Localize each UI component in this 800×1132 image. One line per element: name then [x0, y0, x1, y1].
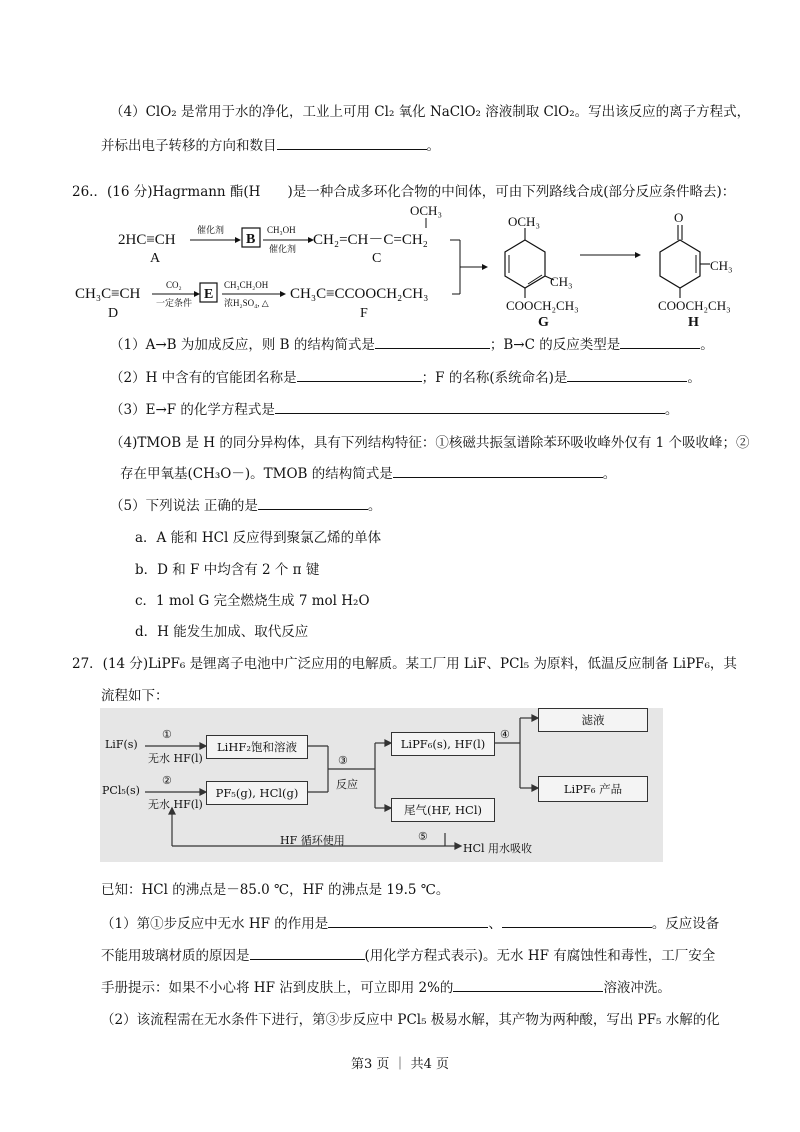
- q27-known: 已知：HCl 的沸点是－85.0 ℃，HF 的沸点是 19.5 ℃。: [101, 882, 450, 898]
- h-ester: COOCH₂CH₃: [658, 298, 731, 313]
- compound-g-structure: [505, 228, 554, 298]
- box-lipf6-hf: [391, 732, 495, 756]
- answer-blank[interactable]: [258, 495, 368, 510]
- label-g: G: [538, 315, 549, 330]
- q25-4-end: 。: [426, 138, 440, 154]
- arrowhead: [280, 291, 286, 297]
- answer-blank[interactable]: [375, 334, 490, 349]
- synthesis-scheme: [70, 200, 770, 330]
- q26-5-end: 。: [367, 498, 382, 514]
- cond-b-c-bot: 催化剂: [269, 244, 297, 254]
- label-c: C: [372, 251, 382, 266]
- answer-blank[interactable]: [453, 977, 603, 992]
- q26-2: [110, 366, 701, 386]
- cond-a-b: 催化剂: [197, 225, 225, 235]
- input-lif: LiF(s): [105, 738, 138, 751]
- box-product-label: LiPF₆ 产品: [563, 782, 623, 796]
- hcl-absorb-label: HCl 用水吸收: [463, 842, 533, 855]
- q26-2-text: （2）H 中含有的官能团名称是: [110, 370, 297, 386]
- cond-d-e-top: CO₂: [166, 280, 182, 290]
- reagent-hf-1: 无水 HF(l): [148, 752, 203, 765]
- q26-2-end: 。: [687, 370, 701, 386]
- g-methoxy: OCH₃: [508, 214, 540, 229]
- q26-3-text: （3）E→F 的化学方程式是: [110, 402, 275, 418]
- q26-1: [110, 333, 714, 353]
- q26-5: [110, 494, 381, 514]
- compound-b: B: [246, 232, 256, 247]
- cond-b-c-top: CH₃OH: [267, 225, 296, 235]
- answer-blank[interactable]: [393, 463, 603, 478]
- q26-1-text-b: ；B→C 的反应类型是: [489, 337, 621, 353]
- cond-e-f-top: CH₃CH₂OH: [224, 280, 269, 290]
- q26-option-b: b．D 和 F 中均含有 2 个 π 键: [135, 562, 320, 578]
- answer-blank[interactable]: [250, 945, 365, 960]
- q25-4-line1: （4）ClO₂ 是常用于水的净化，工业上可用 Cl₂ 氧化 NaClO₂ 溶液制取 ClO₂。写出该反应的离子方程式，: [110, 104, 751, 120]
- q27-heading-line1: 27．(14 分)LiPF₆ 是锂离子电池中广泛应用的电解质。某工厂用 LiF、PCl₅ 为原料，低温反应制备 LiPF₆，其: [72, 656, 737, 672]
- q26-4-line2: [120, 462, 616, 482]
- q27-heading-line2: 流程如下：: [101, 688, 169, 704]
- label-f: F: [360, 306, 368, 321]
- compound-h-structure: [660, 225, 710, 298]
- q26-heading: 26.．(16 分)Hagrmann 酯(H )是一种合成多环化合物的中间体，可由下列路线合成(部分反应条件略去)：: [72, 184, 736, 200]
- answer-blank[interactable]: [567, 367, 687, 382]
- cond-e-f-bot: 浓H₂SO₄, △: [224, 298, 269, 308]
- box-product: [538, 776, 648, 802]
- q27-1-line3-text-b: 溶液冲洗。: [603, 980, 671, 996]
- cond-d-e-bot: 一定条件: [156, 298, 193, 308]
- answer-blank[interactable]: [328, 913, 488, 928]
- box-pf5-hcl: [206, 781, 308, 805]
- answer-blank[interactable]: [502, 913, 652, 928]
- step-5: ⑤: [418, 830, 428, 843]
- reagent-hf-2: 无水 HF(l): [148, 798, 203, 811]
- q26-4-end: 。: [602, 466, 617, 482]
- q26-3-end: 。: [664, 402, 679, 418]
- answer-blank[interactable]: [620, 334, 700, 349]
- q26-1-text: （1）A→B 为加成反应，则 B 的结构简式是: [110, 337, 375, 353]
- answer-blank[interactable]: [297, 367, 422, 382]
- q26-5-text: （5）下列说法 正确的是: [110, 498, 258, 514]
- answer-blank[interactable]: [277, 135, 427, 150]
- g-ester: COOCH₂CH₃: [506, 298, 579, 313]
- arrowhead: [194, 291, 200, 297]
- q26-1-end: 。: [700, 337, 714, 353]
- q27-1-line1: [101, 912, 719, 932]
- g-methyl: CH₃: [550, 274, 573, 289]
- q27-2-line1: （2）该流程需在无水条件下进行，第③步反应中 PCl₅ 极易水解，其产物为两种酸，写出 PF₅ 水解的化: [101, 1012, 720, 1028]
- hf-recycle-label: HF 循环使用: [280, 834, 345, 847]
- answer-blank[interactable]: [275, 399, 665, 414]
- label-a: A: [150, 251, 161, 266]
- box-tail-gas-label: 尾气(HF, HCl): [403, 803, 482, 817]
- step-2: ②: [162, 774, 172, 787]
- q27-1-sep: 、: [488, 916, 502, 932]
- q26-option-d: d．H 能发生加成、取代反应: [135, 624, 309, 640]
- label-h: H: [688, 315, 699, 330]
- q26-2-text-b: ；F 的名称(系统命名)是: [421, 370, 568, 386]
- q27-1-line2: [101, 944, 715, 964]
- reaction-label: 反应: [336, 778, 358, 791]
- q27-1-line2-text: 不能用玻璃材质的原因是: [101, 948, 250, 964]
- box-tail-gas: [391, 798, 495, 822]
- q25-4-line2-text: 并标出电子转移的方向和数目: [101, 138, 277, 154]
- q27-1-text: （1）第①步反应中无水 HF 的作用是: [101, 916, 329, 932]
- step-3: ③: [338, 754, 348, 767]
- q27-1-text-b: 。反应设备: [651, 916, 720, 932]
- q26-option-c: c．1 mol G 完全燃烧生成 7 mol H₂O: [135, 593, 370, 609]
- q26-option-a: a．A 能和 HCl 反应得到聚氯乙烯的单体: [135, 530, 382, 546]
- box-filtrate: [538, 708, 648, 732]
- arrowhead: [635, 252, 641, 258]
- box-filtrate-label: 滤液: [581, 713, 605, 727]
- box-lihf2-label: LiHF₂饱和溶液: [217, 740, 297, 754]
- q27-1-line3-text: 手册提示：如果不小心将 HF 沾到皮肤上，可立即用 2%的: [101, 980, 454, 996]
- box-lipf6-hf-label: LiPF₆(s), HF(l): [400, 737, 486, 751]
- step-4: ④: [500, 728, 510, 741]
- q26-4-line1: （4)TMOB 是 H 的同分异构体，具有下列结构特征：①核磁共振氢谱除苯环吸收峰外仅有 1 个吸收峰；②: [110, 435, 750, 451]
- q27-1-line2-text-b: (用化学方程式表示)。无水 HF 有腐蚀性和毒性，工厂安全: [364, 948, 716, 964]
- step-1: ①: [162, 728, 172, 741]
- arrowhead: [482, 264, 488, 270]
- q26-3: [110, 398, 678, 418]
- compound-f: CH₃C≡CCOOCH₂CH₃: [290, 286, 429, 302]
- q27-1-line3: [101, 976, 671, 996]
- h-methyl: CH₃: [710, 258, 733, 273]
- input-pcl5: PCl₅(s): [102, 784, 140, 797]
- page-footer: 第3 页 ｜ 共4 页: [350, 1057, 450, 1072]
- label-d: D: [108, 306, 119, 321]
- c-substituent: OCH₃: [410, 203, 442, 218]
- q26-4-text: 存在甲氧基(CH₃O－)。TMOB 的结构简式是: [120, 466, 393, 482]
- q25-4-line2: [101, 134, 440, 154]
- box-lihf2: [206, 735, 308, 759]
- h-carbonyl: O: [674, 210, 684, 225]
- compound-a: 2HC≡CH: [118, 232, 176, 248]
- box-pf5-hcl-label: PF₅(g), HCl(g): [215, 786, 299, 800]
- compound-d: CH₃C≡CH: [75, 286, 141, 302]
- arrowhead: [235, 237, 241, 243]
- compound-e: E: [204, 287, 214, 302]
- compound-c: CH₂=CH－C=CH₂: [313, 232, 428, 248]
- process-flowchart: [100, 708, 663, 862]
